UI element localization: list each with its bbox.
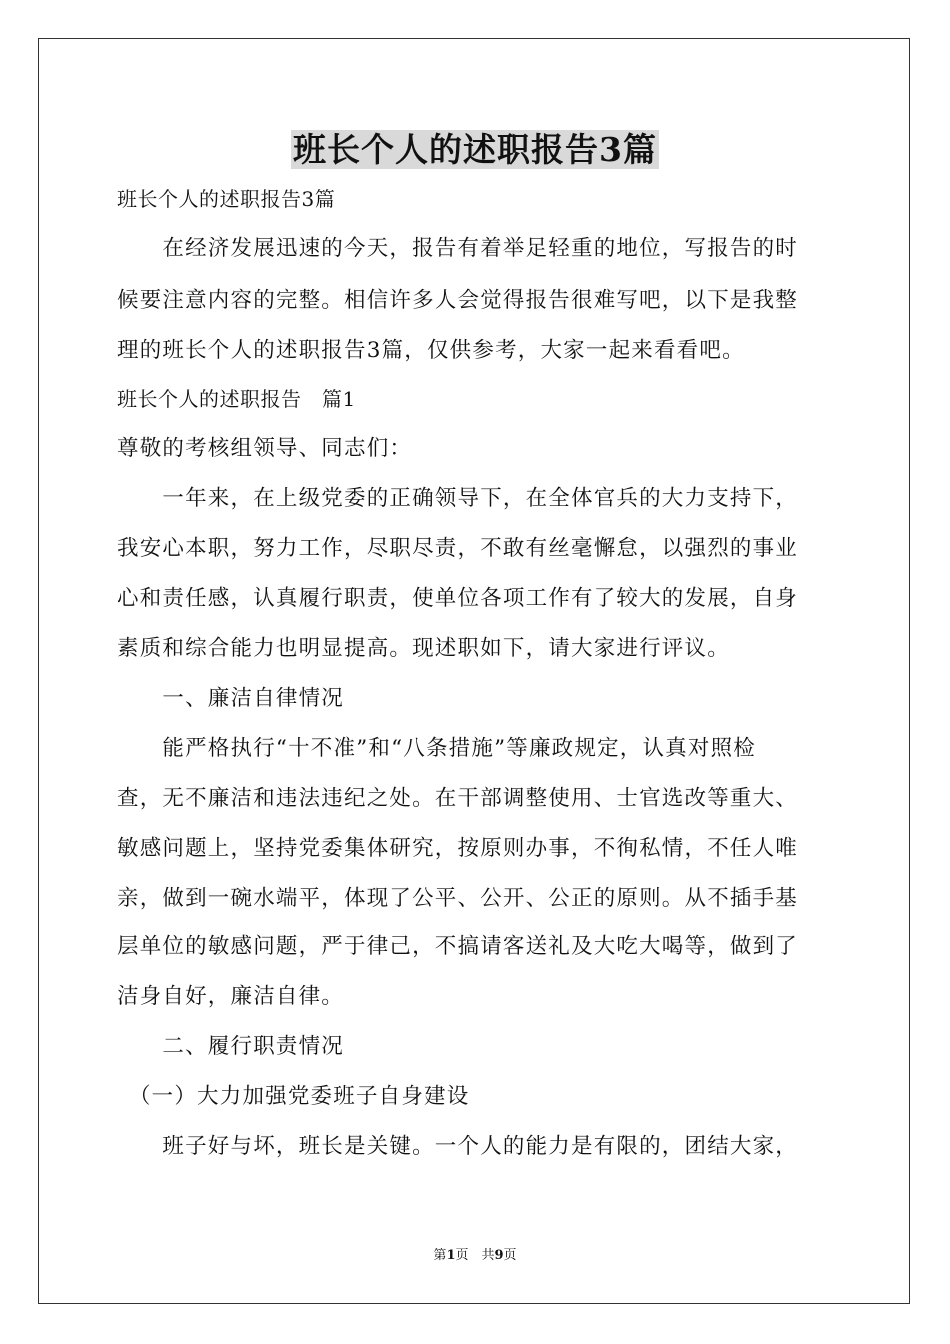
paragraph-line: 亲，做到一碗水端平，体现了公平、公开、公正的原则。从不插手基 [117,886,799,911]
subtitle-line: 班长个人的述职报告3篇 [117,187,336,211]
section-heading: 班长个人的述职报告 篇1 [117,387,356,411]
salutation-line: 尊敬的考核组领导、同志们： [117,436,413,461]
paragraph-line: 理的班长个人的述职报告3篇，仅供参考，大家一起来看看吧。 [117,338,745,363]
paragraph-line: 洁身自好，廉洁自律。 [117,984,345,1009]
paragraph-line: 候要注意内容的完整。相信许多人会觉得报告很难写吧，以下是我整 [117,288,799,313]
paragraph-line: 班子好与坏，班长是关键。一个人的能力是有限的，团结大家， [117,1134,799,1159]
subsection-heading: （一）大力加强党委班子自身建设 [117,1084,470,1109]
document-title [0,126,950,174]
footer-suffix: 页 [503,1248,517,1263]
paragraph-line: 素质和综合能力也明显提高。现述职如下，请大家进行评议。 [117,636,730,661]
current-page-number: 1 [446,1248,456,1263]
paragraph-line: 查，无不廉洁和违法违纪之处。在干部调整使用、士官选改等重大、 [117,786,799,811]
page-footer [0,1247,950,1265]
paragraph-line: 我安心本职，努力工作，尽职尽责，不敢有丝毫懈怠，以强烈的事业 [117,536,799,561]
footer-mid: 页 共 [455,1248,495,1263]
paragraph-line: 能严格执行“十不准”和“八条措施”等廉政规定，认真对照检 [117,736,756,761]
total-page-number: 9 [494,1248,504,1263]
footer-prefix: 第 [433,1248,447,1263]
paragraph-line: 在经济发展迅速的今天，报告有着举足轻重的地位，写报告的时 [117,236,799,261]
paragraph-line: 层单位的敏感问题，严于律己，不搞请客送礼及大吃大喝等，做到了 [117,934,799,959]
subsection-heading: 一、廉洁自律情况 [117,686,345,711]
document-title-text: 班长个人的述职报告3篇 [293,130,657,169]
page-border [38,38,910,1304]
paragraph-line: 一年来，在上级党委的正确领导下，在全体官兵的大力支持下， [117,486,799,511]
subsection-heading: 二、履行职责情况 [117,1034,345,1059]
paragraph-line: 敏感问题上，坚持党委集体研究，按原则办事，不徇私情，不任人唯 [117,836,799,861]
paragraph-line: 心和责任感，认真履行职责，使单位各项工作有了较大的发展，自身 [117,586,799,611]
